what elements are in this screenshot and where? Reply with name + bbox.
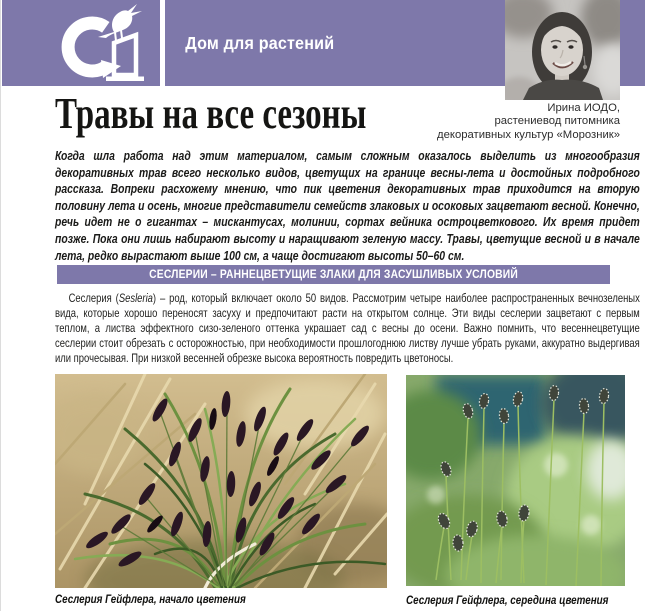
body-text-part: ) – род, который включает около 50 видов. Рассмотрим четыре наиболее распространенных вечнозеленых вида, которые хорошо переносят засуху и предпочитают расти на открытом солнце. Эти виды сеслерии зацветают с первым теплом, а листва эффектного сизо-зеленого оттенка украшает сад с весны до осени. Важно помнить, что весеннецветущие сеслерии стоит обрезать с осторожностью, при необходимости прошлогоднюю листву лучше убрать руками, аккуратно выдергивая или прочесывая. При низкой весенней обрезке высока вероятность повредить цветоносы. xyxy=(55,291,640,365)
songbird-logo-icon xyxy=(54,3,149,83)
figure-caption-right: Сеслерия Гейфлера, середина цветения xyxy=(406,593,609,607)
figure-caption-left: Сеслерия Гейфлера, начало цветения xyxy=(55,592,246,606)
author-role-line1: растениевод питомника xyxy=(494,115,620,128)
photo-sesleria-mid-bloom xyxy=(406,375,625,586)
section-header-bar xyxy=(57,265,610,284)
article-body xyxy=(55,291,640,366)
article-lead: Когда шла работа над этим материалом, самым сложным оказалось выделить из многообразия декоративных трав всего несколько видов, цветущих на границе весны-лета и достойных подробного рассказа. Вопреки расхожему мнению, что пик цветения декоративных трав приходится на вторую половину лета и осень, многие представители семейств злаковых и осоковых зацветают весной. Конечно, речь идет не о гигантах – мискантусах, молинии, сортах вейника остроцветкового. Их время придет позже. Пока они лишь набирают высоту и наращивают зеленую массу. Травы, цветущие весной и в начале лета, редко вырастают выше 100 см, а чаще достигают высоты 50–60 см. xyxy=(55,148,640,263)
author-photo xyxy=(505,0,620,100)
article-title: Травы на все сезоны xyxy=(55,89,367,138)
author-info xyxy=(360,102,620,142)
rubric-label: Дом для растений xyxy=(185,32,335,53)
page-edge-line xyxy=(0,0,1,611)
author-name: Ирина ИОДО, xyxy=(547,102,620,114)
publisher-logo-block xyxy=(2,0,160,86)
author-role-line2: декоративных культур «Морозник» xyxy=(437,128,620,141)
body-text-part: Сеслерия ( xyxy=(68,291,119,305)
photo-sesleria-bloom-start xyxy=(55,374,387,588)
latin-species-name: Sesleria xyxy=(118,291,153,305)
section-header: СЕСЛЕРИИ – РАННЕЦВЕТУЩИЕ ЗЛАКИ ДЛЯ ЗАСУШЛИВЫХ УСЛОВИЙ xyxy=(149,267,518,282)
